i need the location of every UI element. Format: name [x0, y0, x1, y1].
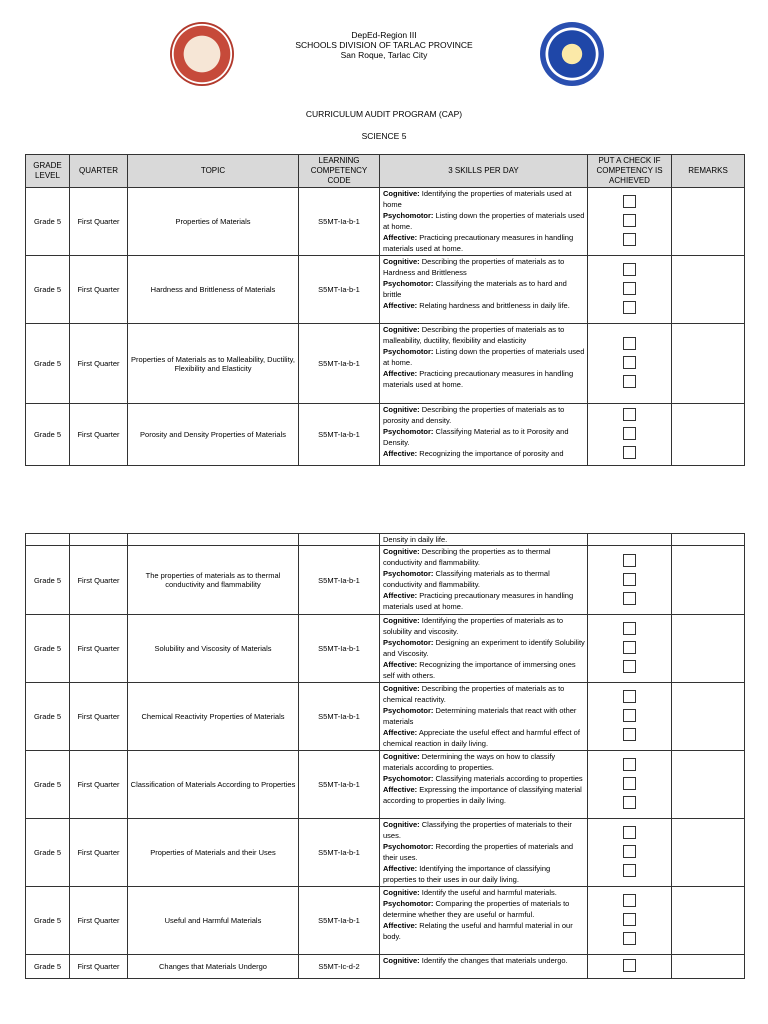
competency-checkbox[interactable]	[623, 690, 636, 703]
affective-text: Recognizing the importance of porosity and	[419, 449, 564, 458]
quarter-cell: First Quarter	[70, 188, 128, 256]
cognitive-skill	[383, 819, 585, 841]
competency-checkbox[interactable]	[623, 660, 636, 673]
skills-cell	[380, 751, 588, 819]
remarks-cell	[672, 324, 745, 404]
table-row	[26, 324, 745, 404]
check-cell	[588, 751, 672, 819]
remarks-cell	[672, 615, 745, 683]
check-cell	[588, 819, 672, 887]
competency-checkbox[interactable]	[623, 728, 636, 741]
table-row	[26, 546, 745, 615]
region-text: DepEd-Region III	[351, 30, 417, 40]
competency-checkbox[interactable]	[623, 796, 636, 809]
grade-cell: Grade 5	[26, 546, 70, 615]
affective-text: Identifying the importance of classifying properties to their uses in our daily living.	[383, 864, 551, 884]
code-cell: S5MT-Ia-b-1	[299, 819, 380, 887]
affective-text: Appreciate the useful effect and harmful effect of chemical reaction in daily living.	[383, 728, 580, 748]
cognitive-text: Classifying the properties of materials to their uses.	[383, 820, 572, 840]
topic-cell: Properties of Materials and their Uses	[128, 819, 299, 887]
psychomotor-label: Psychomotor:	[383, 569, 434, 578]
quarter-cell: First Quarter	[70, 256, 128, 324]
col-remarks: REMARKS	[672, 155, 745, 188]
col-topic: TOPIC	[128, 155, 299, 188]
affective-label: Affective:	[383, 660, 418, 669]
affective-text: Recognizing the importance of immersing ones self with others.	[383, 660, 576, 680]
affective-skill	[383, 448, 585, 459]
psychomotor-skill	[383, 637, 585, 659]
topic-cell: The properties of materials as to thermal conductivity and flammability	[128, 546, 299, 615]
cognitive-skill	[383, 887, 585, 898]
check-cell	[588, 256, 672, 324]
competency-checkbox[interactable]	[623, 641, 636, 654]
remarks-cell	[672, 256, 745, 324]
topic-cell: Hardness and Brittleness of Materials	[128, 256, 299, 324]
affective-label: Affective:	[383, 301, 418, 310]
affective-skill	[383, 300, 585, 311]
remarks-cell	[672, 955, 745, 979]
cognitive-skill	[383, 546, 585, 568]
affective-text: Expressing the importance of classifying material according to properties in daily living.	[383, 785, 582, 805]
cognitive-label: Cognitive:	[383, 820, 420, 829]
cognitive-text: Describing the properties as to thermal conductivity and flammability.	[383, 547, 551, 567]
cognitive-text: Identify the useful and harmful materials.	[421, 888, 557, 897]
topic-cell: Classification of Materials According to Properties	[128, 751, 299, 819]
cognitive-skill	[383, 256, 585, 278]
affective-label: Affective:	[383, 921, 418, 930]
psychomotor-skill	[383, 773, 585, 784]
competency-checkbox[interactable]	[623, 932, 636, 945]
grade-cell: Grade 5	[26, 683, 70, 751]
cognitive-label: Cognitive:	[383, 189, 420, 198]
cap-table-page-2	[25, 533, 745, 979]
psychomotor-skill	[383, 346, 585, 368]
cognitive-text: Describing the properties of materials as to chemical reactivity.	[383, 684, 565, 704]
affective-skill	[383, 368, 585, 390]
psychomotor-label: Psychomotor:	[383, 427, 434, 436]
code-cell: S5MT-Ia-b-1	[299, 546, 380, 615]
cognitive-label: Cognitive:	[383, 956, 420, 965]
cap-table-page-1	[25, 154, 745, 466]
remarks-cell	[672, 751, 745, 819]
table-row	[26, 887, 745, 955]
grade-cell: Grade 5	[26, 887, 70, 955]
division-text: SCHOOLS DIVISION OF TARLAC PROVINCE	[295, 40, 473, 50]
cognitive-text: Describing the properties of materials as to Hardness and Brittleness	[383, 257, 565, 277]
competency-checkbox[interactable]	[623, 894, 636, 907]
psychomotor-skill	[383, 210, 585, 232]
code-cell: S5MT-Ic-d-2	[299, 955, 380, 979]
cognitive-skill	[383, 615, 585, 637]
grade-cell: Grade 5	[26, 615, 70, 683]
grade-cell: Grade 5	[26, 955, 70, 979]
affective-text: Practicing precautionary measures in handling materials used at home.	[383, 233, 574, 253]
affective-text: Relating hardness and brittleness in daily life.	[419, 301, 570, 310]
psychomotor-text: Listing down the properties of materials used at home.	[383, 211, 585, 231]
table-row	[26, 404, 745, 466]
competency-checkbox[interactable]	[623, 233, 636, 246]
psychomotor-skill	[383, 841, 585, 863]
competency-checkbox[interactable]	[623, 446, 636, 459]
cognitive-text: Describing the properties of materials as to malleability, ductility, flexibility and elasticity	[383, 325, 565, 345]
grade-cell: Grade 5	[26, 751, 70, 819]
table-row	[26, 256, 745, 324]
competency-checkbox[interactable]	[623, 913, 636, 926]
code-cell: S5MT-Ia-b-1	[299, 615, 380, 683]
grade-cell: Grade 5	[26, 404, 70, 466]
subject-title: SCIENCE 5	[361, 131, 407, 141]
psychomotor-label: Psychomotor:	[383, 347, 434, 356]
cognitive-label: Cognitive:	[383, 547, 420, 556]
affective-label: Affective:	[383, 369, 418, 378]
check-cell	[588, 615, 672, 683]
code-cell: S5MT-Ia-b-1	[299, 188, 380, 256]
skills-cell	[380, 188, 588, 256]
grade-cell: Grade 5	[26, 819, 70, 887]
check-cell	[588, 188, 672, 256]
skills-cell	[380, 955, 588, 979]
table-row	[26, 683, 745, 751]
remarks-cell	[672, 188, 745, 256]
cognitive-text: Identifying the properties of materials used at home	[383, 189, 572, 209]
cognitive-skill	[383, 751, 585, 773]
psychomotor-text: Listing down the properties of materials used at home.	[383, 347, 585, 367]
col-competency-code: LEARNING COMPETENCY CODE	[299, 155, 380, 188]
code-cell: S5MT-Ia-b-1	[299, 683, 380, 751]
remarks-cell	[672, 546, 745, 615]
program-title: CURRICULUM AUDIT PROGRAM (CAP)	[305, 109, 463, 119]
psychomotor-text: Designing an experiment to identify Solubility and Viscosity.	[383, 638, 585, 658]
competency-checkbox[interactable]	[623, 427, 636, 440]
topic-cell: Properties of Materials as to Malleability, Ductility, Flexibility and Elasticity	[128, 324, 299, 404]
psychomotor-text: Classifying materials as to thermal conductivity and flammability.	[383, 569, 550, 589]
psychomotor-text: Comparing the properties of materials to determine whether they are useful or harmful.	[383, 899, 570, 919]
competency-checkbox[interactable]	[623, 301, 636, 314]
topic-cell: Changes that Materials Undergo	[128, 955, 299, 979]
cognitive-skill	[383, 404, 585, 426]
affective-label: Affective:	[383, 591, 418, 600]
affective-skill	[383, 784, 585, 806]
competency-checkbox[interactable]	[623, 282, 636, 295]
skills-cell	[380, 324, 588, 404]
remarks-cell	[672, 404, 745, 466]
psychomotor-skill	[383, 278, 585, 300]
col-quarter: QUARTER	[70, 155, 128, 188]
quarter-cell: First Quarter	[70, 324, 128, 404]
competency-checkbox[interactable]	[623, 777, 636, 790]
grade-cell: Grade 5	[26, 188, 70, 256]
psychomotor-text: Classifying the materials as to hard and brittle	[383, 279, 567, 299]
affective-text: Relating the useful and harmful material in our body.	[383, 921, 573, 941]
skills-cell	[380, 683, 588, 751]
code-cell: S5MT-Ia-b-1	[299, 404, 380, 466]
continuation-text: Density in daily life.	[380, 534, 588, 546]
code-cell: S5MT-Ia-b-1	[299, 256, 380, 324]
psychomotor-label: Psychomotor:	[383, 706, 434, 715]
col-grade-level: GRADE LEVEL	[26, 155, 70, 188]
cognitive-text: Identifying the properties of materials as to solubility and viscosity.	[383, 616, 564, 636]
continuation-row	[26, 534, 745, 546]
psychomotor-label: Psychomotor:	[383, 279, 434, 288]
check-cell	[588, 887, 672, 955]
grade-cell: Grade 5	[26, 256, 70, 324]
psychomotor-label: Psychomotor:	[383, 899, 434, 908]
competency-checkbox[interactable]	[623, 356, 636, 369]
competency-checkbox[interactable]	[623, 758, 636, 771]
table-row	[26, 615, 745, 683]
psychomotor-label: Psychomotor:	[383, 842, 434, 851]
competency-checkbox[interactable]	[623, 554, 636, 567]
competency-checkbox[interactable]	[623, 959, 636, 972]
competency-checkbox[interactable]	[623, 864, 636, 877]
check-cell	[588, 324, 672, 404]
competency-checkbox[interactable]	[623, 375, 636, 388]
affective-skill	[383, 232, 585, 254]
affective-skill	[383, 863, 585, 885]
topic-cell: Useful and Harmful Materials	[128, 887, 299, 955]
document-header	[0, 0, 768, 160]
topic-cell: Chemical Reactivity Properties of Materials	[128, 683, 299, 751]
check-cell	[588, 683, 672, 751]
competency-checkbox[interactable]	[623, 195, 636, 208]
cognitive-skill	[383, 955, 585, 966]
cognitive-label: Cognitive:	[383, 616, 420, 625]
cognitive-skill	[383, 324, 585, 346]
quarter-cell: First Quarter	[70, 955, 128, 979]
topic-cell: Properties of Materials	[128, 188, 299, 256]
remarks-cell	[672, 683, 745, 751]
skills-cell	[380, 404, 588, 466]
psychomotor-skill	[383, 705, 585, 727]
affective-text: Practicing precautionary measures in handling materials used at home.	[383, 591, 574, 611]
psychomotor-skill	[383, 898, 585, 920]
affective-skill	[383, 659, 585, 681]
skills-cell	[380, 256, 588, 324]
psychomotor-skill	[383, 426, 585, 448]
affective-label: Affective:	[383, 728, 418, 737]
cognitive-label: Cognitive:	[383, 405, 420, 414]
table-row	[26, 188, 745, 256]
cognitive-label: Cognitive:	[383, 684, 420, 693]
quarter-cell: First Quarter	[70, 751, 128, 819]
competency-checkbox[interactable]	[623, 592, 636, 605]
skills-cell	[380, 615, 588, 683]
cognitive-skill	[383, 683, 585, 705]
affective-label: Affective:	[383, 864, 418, 873]
remarks-cell	[672, 819, 745, 887]
affective-skill	[383, 727, 585, 749]
skills-cell	[380, 887, 588, 955]
affective-label: Affective:	[383, 449, 418, 458]
col-skills: 3 SKILLS PER DAY	[380, 155, 588, 188]
header-lines	[0, 30, 768, 60]
cognitive-text: Describing the properties of materials as to porosity and density.	[383, 405, 565, 425]
quarter-cell: First Quarter	[70, 615, 128, 683]
competency-checkbox[interactable]	[623, 622, 636, 635]
topic-cell: Solubility and Viscosity of Materials	[128, 615, 299, 683]
affective-label: Affective:	[383, 233, 418, 242]
remarks-cell	[672, 887, 745, 955]
competency-checkbox[interactable]	[623, 845, 636, 858]
cognitive-text: Identify the changes that materials undergo.	[421, 956, 568, 965]
competency-checkbox[interactable]	[623, 337, 636, 350]
cognitive-label: Cognitive:	[383, 752, 420, 761]
cognitive-label: Cognitive:	[383, 257, 420, 266]
quarter-cell: First Quarter	[70, 683, 128, 751]
quarter-cell: First Quarter	[70, 404, 128, 466]
competency-checkbox[interactable]	[623, 263, 636, 276]
table-row	[26, 751, 745, 819]
competency-checkbox[interactable]	[623, 214, 636, 227]
address-text: San Roque, Tarlac City	[340, 50, 428, 60]
check-cell	[588, 404, 672, 466]
psychomotor-label: Psychomotor:	[383, 774, 434, 783]
skills-cell	[380, 546, 588, 615]
quarter-cell: First Quarter	[70, 887, 128, 955]
skills-cell	[380, 819, 588, 887]
psychomotor-text: Classifying Material as to it Porosity and Density.	[383, 427, 569, 447]
cognitive-text: Determining the ways on how to classify materials according to properties.	[383, 752, 556, 772]
code-cell: S5MT-Ia-b-1	[299, 324, 380, 404]
cognitive-label: Cognitive:	[383, 888, 420, 897]
cognitive-skill	[383, 188, 585, 210]
affective-skill	[383, 590, 585, 612]
psychomotor-label: Psychomotor:	[383, 211, 434, 220]
code-cell: S5MT-Ia-b-1	[299, 887, 380, 955]
table-row	[26, 819, 745, 887]
psychomotor-label: Psychomotor:	[383, 638, 434, 647]
affective-text: Practicing precautionary measures in handling materials used at home.	[383, 369, 574, 389]
affective-label: Affective:	[383, 785, 418, 794]
code-cell: S5MT-Ia-b-1	[299, 751, 380, 819]
table-row	[26, 955, 745, 979]
col-check: PUT A CHECK IF COMPETENCY IS ACHIEVED	[588, 155, 672, 188]
psychomotor-text: Determining materials that react with other materials	[383, 706, 577, 726]
grade-cell: Grade 5	[26, 324, 70, 404]
psychomotor-skill	[383, 568, 585, 590]
psychomotor-text: Classifying materials according to properties	[435, 774, 583, 783]
topic-cell: Porosity and Density Properties of Materials	[128, 404, 299, 466]
cognitive-label: Cognitive:	[383, 325, 420, 334]
competency-checkbox[interactable]	[623, 573, 636, 586]
quarter-cell: First Quarter	[70, 546, 128, 615]
quarter-cell: First Quarter	[70, 819, 128, 887]
affective-skill	[383, 920, 585, 942]
competency-checkbox[interactable]	[623, 408, 636, 421]
competency-checkbox[interactable]	[623, 826, 636, 839]
check-cell	[588, 955, 672, 979]
competency-checkbox[interactable]	[623, 709, 636, 722]
psychomotor-text: Recording the properties of materials and their uses.	[383, 842, 574, 862]
check-cell	[588, 546, 672, 615]
